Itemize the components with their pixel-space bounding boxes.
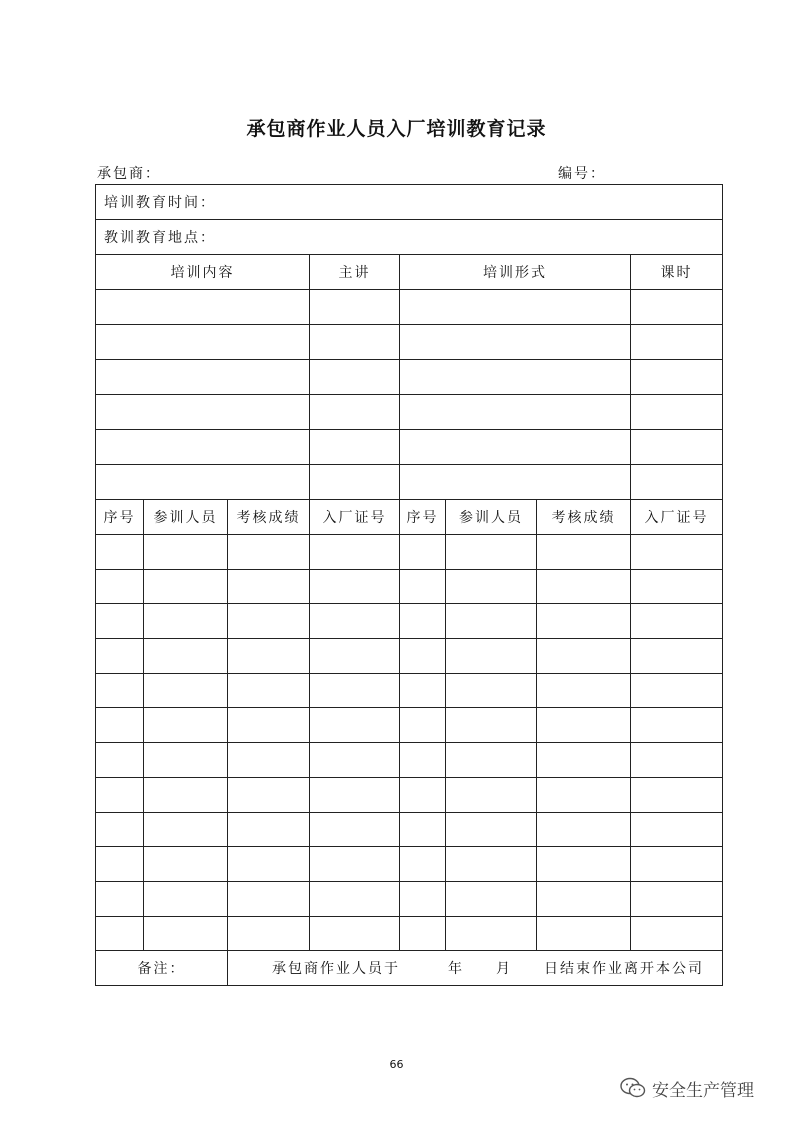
pass-no-cell[interactable] — [310, 812, 400, 847]
seq-cell[interactable] — [400, 916, 446, 951]
lecturer-cell[interactable] — [310, 290, 400, 325]
seq-cell[interactable] — [96, 777, 144, 812]
header-score-1: 考核成绩 — [228, 500, 310, 535]
hours-cell[interactable] — [631, 395, 723, 430]
seq-cell[interactable] — [400, 535, 446, 570]
format-cell[interactable] — [400, 430, 631, 465]
score-cell[interactable] — [537, 916, 631, 951]
score-cell[interactable] — [228, 881, 310, 916]
trainee-cell[interactable] — [144, 535, 228, 570]
score-cell[interactable] — [537, 673, 631, 708]
participant-row — [96, 569, 723, 604]
pass-no-cell[interactable] — [310, 673, 400, 708]
format-cell[interactable] — [400, 290, 631, 325]
score-cell[interactable] — [537, 777, 631, 812]
training-row — [96, 430, 723, 465]
training-row — [96, 325, 723, 360]
seq-cell[interactable] — [400, 777, 446, 812]
header-lecturer: 主讲 — [310, 255, 400, 290]
pass-no-cell[interactable] — [631, 743, 723, 778]
seq-cell[interactable] — [96, 847, 144, 882]
pass-no-cell[interactable] — [310, 535, 400, 570]
content-cell[interactable] — [96, 290, 310, 325]
hours-cell[interactable] — [631, 360, 723, 395]
pass-no-cell[interactable] — [631, 881, 723, 916]
trainee-cell[interactable] — [446, 673, 537, 708]
training-record-form — [95, 184, 723, 986]
participant-row — [96, 639, 723, 674]
trainee-cell[interactable] — [144, 673, 228, 708]
pass-no-cell[interactable] — [310, 743, 400, 778]
watermark-text: 安全生产管理 — [652, 1080, 754, 1101]
trainee-cell[interactable] — [446, 743, 537, 778]
participant-row — [96, 604, 723, 639]
trainee-cell[interactable] — [446, 777, 537, 812]
seq-cell[interactable] — [96, 916, 144, 951]
pass-no-cell[interactable] — [631, 604, 723, 639]
score-cell[interactable] — [228, 673, 310, 708]
wechat-icon — [620, 1077, 646, 1099]
content-cell[interactable] — [96, 325, 310, 360]
trainee-cell[interactable] — [446, 881, 537, 916]
seq-cell[interactable] — [96, 673, 144, 708]
seq-cell[interactable] — [96, 535, 144, 570]
hours-cell[interactable] — [631, 430, 723, 465]
trainee-cell[interactable] — [144, 604, 228, 639]
seq-cell[interactable] — [400, 673, 446, 708]
participant-row — [96, 812, 723, 847]
page-number: 66 — [389, 1058, 404, 1071]
hours-cell[interactable] — [631, 290, 723, 325]
training-time-row — [96, 185, 723, 220]
seq-cell[interactable] — [96, 569, 144, 604]
seq-cell[interactable] — [400, 604, 446, 639]
content-cell[interactable] — [96, 430, 310, 465]
training-row — [96, 395, 723, 430]
training-time-label: 培训教育时间： — [96, 185, 723, 220]
pass-no-cell[interactable] — [310, 881, 400, 916]
trainee-cell[interactable] — [144, 708, 228, 743]
score-cell[interactable] — [537, 847, 631, 882]
lecturer-cell[interactable] — [310, 360, 400, 395]
page-title: 承包商作业人员入厂培训教育记录 — [246, 118, 547, 140]
seq-cell[interactable] — [96, 639, 144, 674]
header-pass-no-2: 入厂证号 — [631, 500, 723, 535]
score-cell[interactable] — [537, 604, 631, 639]
content-cell[interactable] — [96, 465, 310, 500]
header-format: 培训形式 — [400, 255, 631, 290]
remark-row — [96, 951, 723, 986]
hours-cell[interactable] — [631, 325, 723, 360]
trainee-cell[interactable] — [144, 743, 228, 778]
pass-no-cell[interactable] — [631, 535, 723, 570]
trainee-cell[interactable] — [446, 847, 537, 882]
trainee-cell[interactable] — [144, 777, 228, 812]
pass-no-cell[interactable] — [631, 639, 723, 674]
score-cell[interactable] — [537, 639, 631, 674]
trainee-cell[interactable] — [446, 569, 537, 604]
header-content: 培训内容 — [96, 255, 310, 290]
header-score-2: 考核成绩 — [537, 500, 631, 535]
seq-cell[interactable] — [400, 743, 446, 778]
header-hours: 课时 — [631, 255, 723, 290]
trainee-cell[interactable] — [446, 708, 537, 743]
score-cell[interactable] — [228, 639, 310, 674]
pass-no-cell[interactable] — [310, 708, 400, 743]
trainee-cell[interactable] — [446, 639, 537, 674]
header-seq-1: 序号 — [96, 500, 144, 535]
seq-cell[interactable] — [96, 743, 144, 778]
seq-cell[interactable] — [96, 812, 144, 847]
seq-cell[interactable] — [96, 604, 144, 639]
participants-header-row — [96, 500, 723, 535]
format-cell[interactable] — [400, 395, 631, 430]
training-place-row — [96, 220, 723, 255]
score-cell[interactable] — [537, 535, 631, 570]
participant-row — [96, 847, 723, 882]
seq-cell[interactable] — [400, 708, 446, 743]
pass-no-cell[interactable] — [310, 639, 400, 674]
seq-cell[interactable] — [96, 708, 144, 743]
score-cell[interactable] — [228, 569, 310, 604]
participant-row — [96, 881, 723, 916]
training-place-label: 教训教育地点： — [96, 220, 723, 255]
pass-no-cell[interactable] — [310, 604, 400, 639]
score-cell[interactable] — [228, 535, 310, 570]
trainee-cell[interactable] — [446, 812, 537, 847]
content-cell[interactable] — [96, 360, 310, 395]
trainee-cell[interactable] — [144, 847, 228, 882]
trainee-cell[interactable] — [144, 916, 228, 951]
trainee-cell[interactable] — [446, 916, 537, 951]
score-cell[interactable] — [228, 604, 310, 639]
score-cell[interactable] — [228, 708, 310, 743]
trainee-cell[interactable] — [144, 639, 228, 674]
pass-no-cell[interactable] — [631, 708, 723, 743]
format-cell[interactable] — [400, 465, 631, 500]
lecturer-cell[interactable] — [310, 465, 400, 500]
pass-no-cell[interactable] — [631, 777, 723, 812]
format-cell[interactable] — [400, 360, 631, 395]
seq-cell[interactable] — [400, 812, 446, 847]
number-label: 编号： — [558, 166, 606, 182]
participant-row — [96, 916, 723, 951]
score-cell[interactable] — [537, 881, 631, 916]
trainee-cell[interactable] — [446, 535, 537, 570]
participant-row — [96, 673, 723, 708]
participant-row — [96, 708, 723, 743]
score-cell[interactable] — [537, 812, 631, 847]
trainee-cell[interactable] — [144, 881, 228, 916]
trainee-cell[interactable] — [144, 812, 228, 847]
trainee-cell[interactable] — [144, 569, 228, 604]
hours-cell[interactable] — [631, 465, 723, 500]
pass-no-cell[interactable] — [631, 673, 723, 708]
trainee-cell[interactable] — [446, 604, 537, 639]
participant-row — [96, 777, 723, 812]
score-cell[interactable] — [537, 569, 631, 604]
pass-no-cell[interactable] — [310, 916, 400, 951]
watermark — [620, 1074, 754, 1102]
score-cell[interactable] — [228, 847, 310, 882]
header-trainee-1: 参训人员 — [144, 500, 228, 535]
pass-no-cell[interactable] — [631, 569, 723, 604]
seq-cell[interactable] — [96, 881, 144, 916]
header-pass-no-1: 入厂证号 — [310, 500, 400, 535]
score-cell[interactable] — [228, 812, 310, 847]
score-cell[interactable] — [228, 777, 310, 812]
seq-cell[interactable] — [400, 639, 446, 674]
header-seq-2: 序号 — [400, 500, 446, 535]
lecturer-cell[interactable] — [310, 430, 400, 465]
pass-no-cell[interactable] — [310, 777, 400, 812]
training-row — [96, 465, 723, 500]
seq-cell[interactable] — [400, 881, 446, 916]
participant-row — [96, 535, 723, 570]
pass-no-cell[interactable] — [310, 847, 400, 882]
seq-cell[interactable] — [400, 569, 446, 604]
training-header-row — [96, 255, 723, 290]
format-cell[interactable] — [400, 325, 631, 360]
remark-label: 备注： — [96, 951, 228, 986]
pass-no-cell[interactable] — [631, 847, 723, 882]
participant-row — [96, 743, 723, 778]
score-cell[interactable] — [228, 916, 310, 951]
pass-no-cell[interactable] — [631, 812, 723, 847]
contractor-label: 承包商： — [97, 166, 161, 182]
training-row — [96, 360, 723, 395]
score-cell[interactable] — [537, 743, 631, 778]
lecturer-cell[interactable] — [310, 395, 400, 430]
score-cell[interactable] — [228, 743, 310, 778]
header-trainee-2: 参训人员 — [446, 500, 537, 535]
seq-cell[interactable] — [400, 847, 446, 882]
training-row — [96, 290, 723, 325]
remark-text: 承包商作业人员于 年 月 日结束作业离开本公司 — [228, 951, 723, 986]
pass-no-cell[interactable] — [310, 569, 400, 604]
pass-no-cell[interactable] — [631, 916, 723, 951]
content-cell[interactable] — [96, 395, 310, 430]
lecturer-cell[interactable] — [310, 325, 400, 360]
score-cell[interactable] — [537, 708, 631, 743]
